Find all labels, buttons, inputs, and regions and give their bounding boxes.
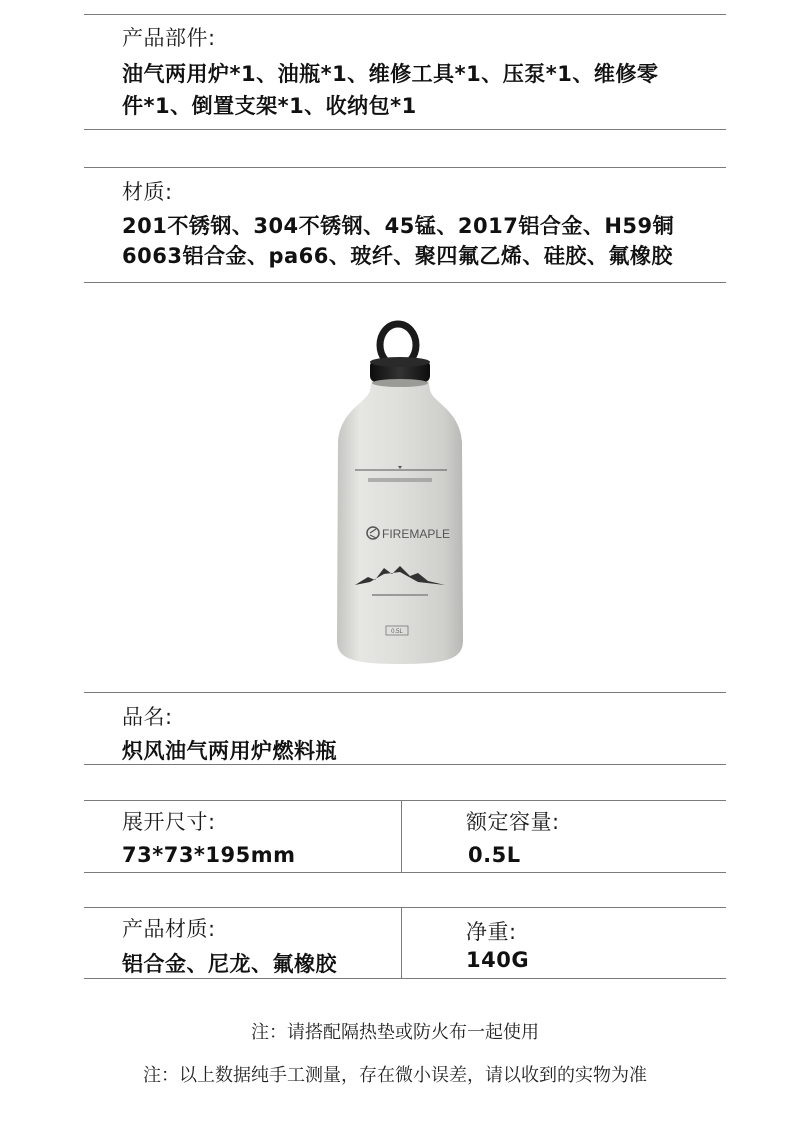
divider-top bbox=[84, 14, 726, 15]
material-value-line1: 201不锈钢、304不锈钢、45锰、2017铝合金、H59铜 bbox=[122, 214, 675, 238]
divider-weight-vertical bbox=[401, 907, 402, 978]
material-value-line2: 6063铝合金、pa66、玻纤、聚四氟乙烯、硅胶、氟橡胶 bbox=[122, 244, 673, 268]
net-weight-value: 140G bbox=[466, 948, 530, 972]
product-material-label: 产品材质: bbox=[122, 917, 216, 941]
parts-value-line2: 件*1、倒置支架*1、收纳包*1 bbox=[122, 94, 417, 118]
divider-weight-top bbox=[84, 907, 726, 908]
divider-size-vertical bbox=[401, 800, 402, 872]
parts-label: 产品部件: bbox=[122, 26, 216, 50]
bottle-capacity-mark: 0.5L bbox=[391, 629, 403, 635]
net-weight-label: 净重: bbox=[466, 920, 517, 944]
capacity-value: 0.5L bbox=[468, 843, 521, 867]
divider-name-top bbox=[84, 692, 726, 693]
product-name-label: 品名: bbox=[122, 705, 173, 729]
divider-material-bottom bbox=[84, 282, 726, 283]
divider-weight-bottom bbox=[84, 978, 726, 979]
divider-material-top bbox=[84, 167, 726, 168]
product-material-value: 铝合金、尼龙、氟橡胶 bbox=[122, 952, 337, 976]
parts-value-line1: 油气两用炉*1、油瓶*1、维修工具*1、压泵*1、维修零 bbox=[122, 62, 659, 86]
fuel-bottle-image bbox=[300, 310, 500, 670]
product-name-value: 炽风油气两用炉燃料瓶 bbox=[122, 739, 337, 763]
size-value: 73*73*195mm bbox=[122, 843, 296, 867]
bottle-brand-text: FIREMAPLE bbox=[382, 527, 451, 541]
note-heat-pad: 注：请搭配隔热垫或防火布一起使用 bbox=[251, 1022, 539, 1043]
divider-size-top bbox=[84, 800, 726, 801]
material-label: 材质: bbox=[122, 180, 173, 204]
size-label: 展开尺寸: bbox=[122, 810, 216, 834]
divider-parts-bottom bbox=[84, 129, 726, 130]
divider-name-bottom bbox=[84, 764, 726, 765]
bottle-body bbox=[337, 378, 463, 664]
capacity-label: 额定容量: bbox=[466, 810, 560, 834]
note-measurement: 注：以上数据纯手工测量，存在微小误差，请以收到的实物为准 bbox=[143, 1065, 647, 1086]
divider-size-bottom bbox=[84, 872, 726, 873]
